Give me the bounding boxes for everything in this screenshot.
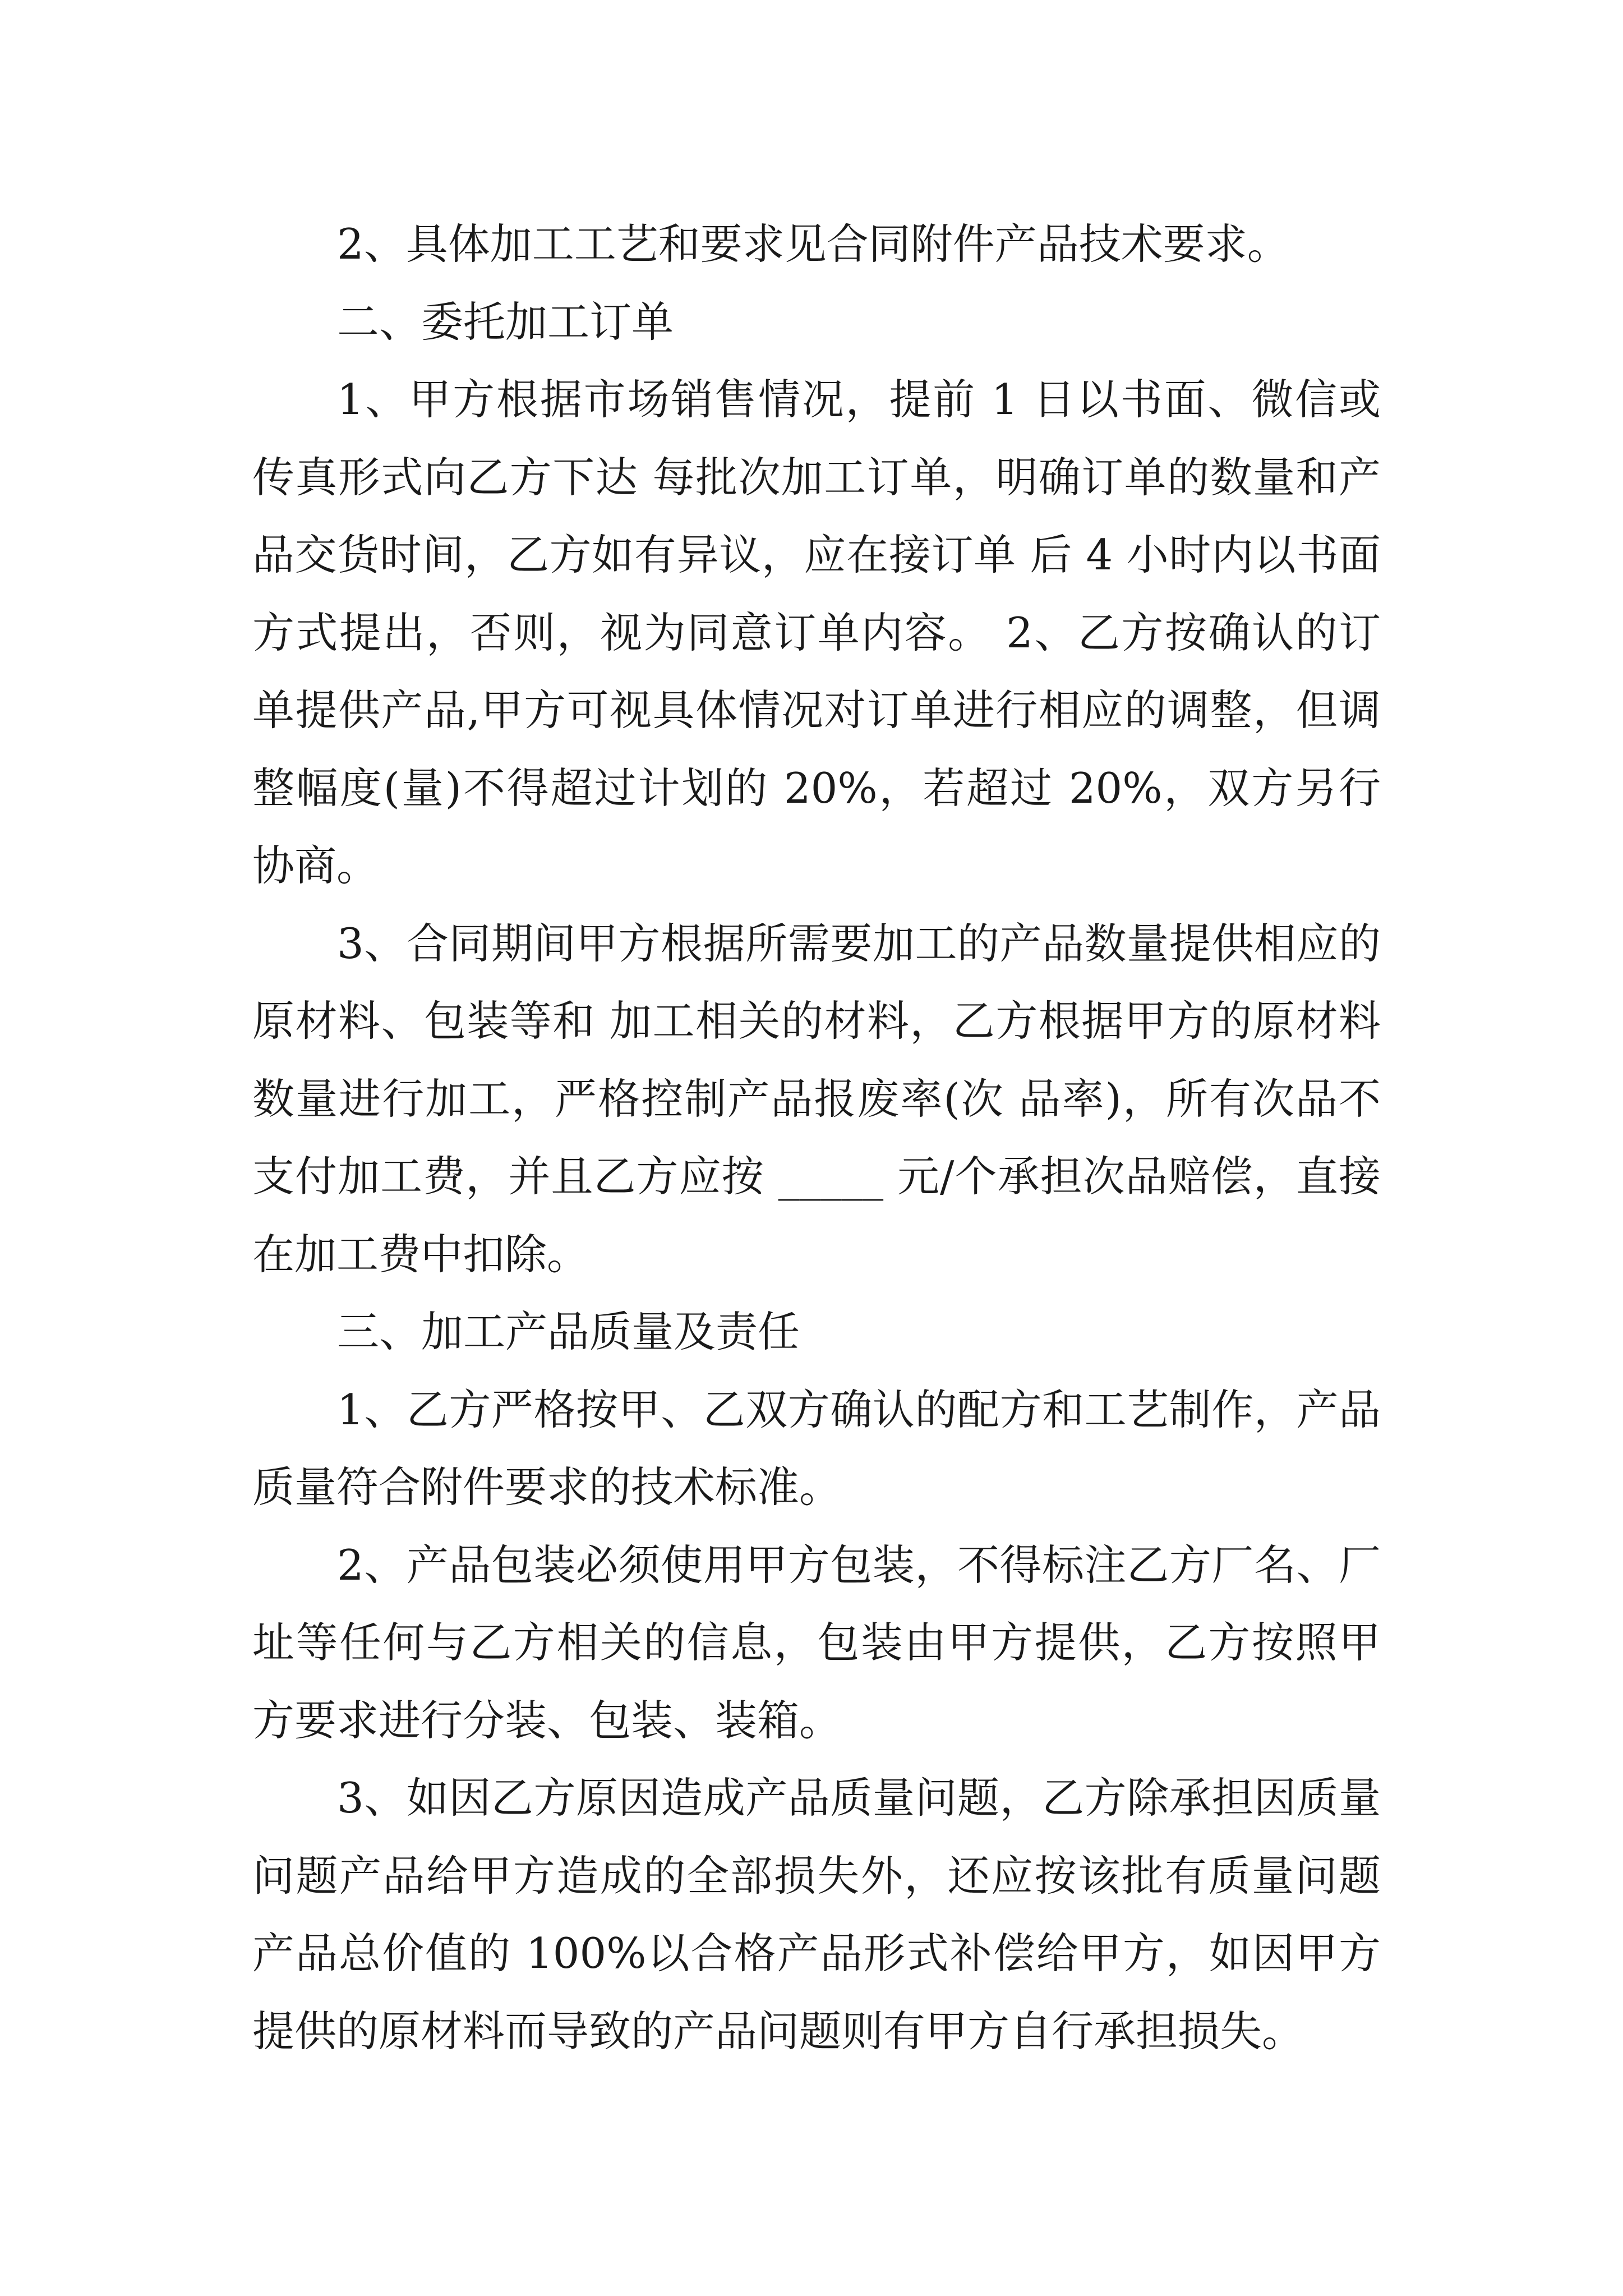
section-heading-3: 三、加工产品质量及责任 [337,1307,800,1356]
paragraph-clause-2-3: 3、合同期间甲方根据所需要加工的产品数量提供相应的原材料、包装等和 加工相关的材料，乙方根据甲方的原材料数量进行加工，严格控制产品报废率(次 品率)，所有次品不支付加工费，并且乙方应按 _____ 元/个承担次品赔偿，直接在加工费中扣除。 [252,918,1381,1279]
paragraph-clause-2-1: 1、甲方根据市场销售情况，提前 1 日以书面、微信或传真形式向乙方下达 每批次加工订单，明确订单的数量和产品交货时间，乙方如有异议，应在接订单 后 4 小时内以书面方式提出，否则，视为同意订单内容。 2、乙方按确认的订单提供产品,甲方可视具体情况对订单进行相应的调整，但调整幅度(量)不得超过计划的 20%，若超过 20%，双方另行协商。 [252,375,1381,890]
document-body [252,205,1381,2070]
paragraph-clause-3-1: 1、乙方严格按甲、乙双方确认的配方和工艺制作，产品质量符合附件要求的技术标准。 [252,1384,1381,1512]
paragraph-clause-3-2: 2、产品包装必须使用甲方包装，不得标注乙方厂名、厂址等任何与乙方相关的信息，包装由甲方提供，乙方按照甲方要求进行分装、包装、装箱。 [252,1540,1381,1745]
paragraph-clause-1-2: 2、具体加工工艺和要求见合同附件产品技术要求。 [337,219,1289,269]
section-heading-2: 二、委托加工订单 [337,297,674,347]
paragraph-clause-3-3: 3、如因乙方原因造成产品质量问题，乙方除承担因质量问题产品给甲方造成的全部损失外，还应按该批有质量问题产品总价值的 100%以合格产品形式补偿给甲方，如因甲方提供的原材料而导致的产品问题则有甲方自行承担损失。 [252,1773,1381,2056]
